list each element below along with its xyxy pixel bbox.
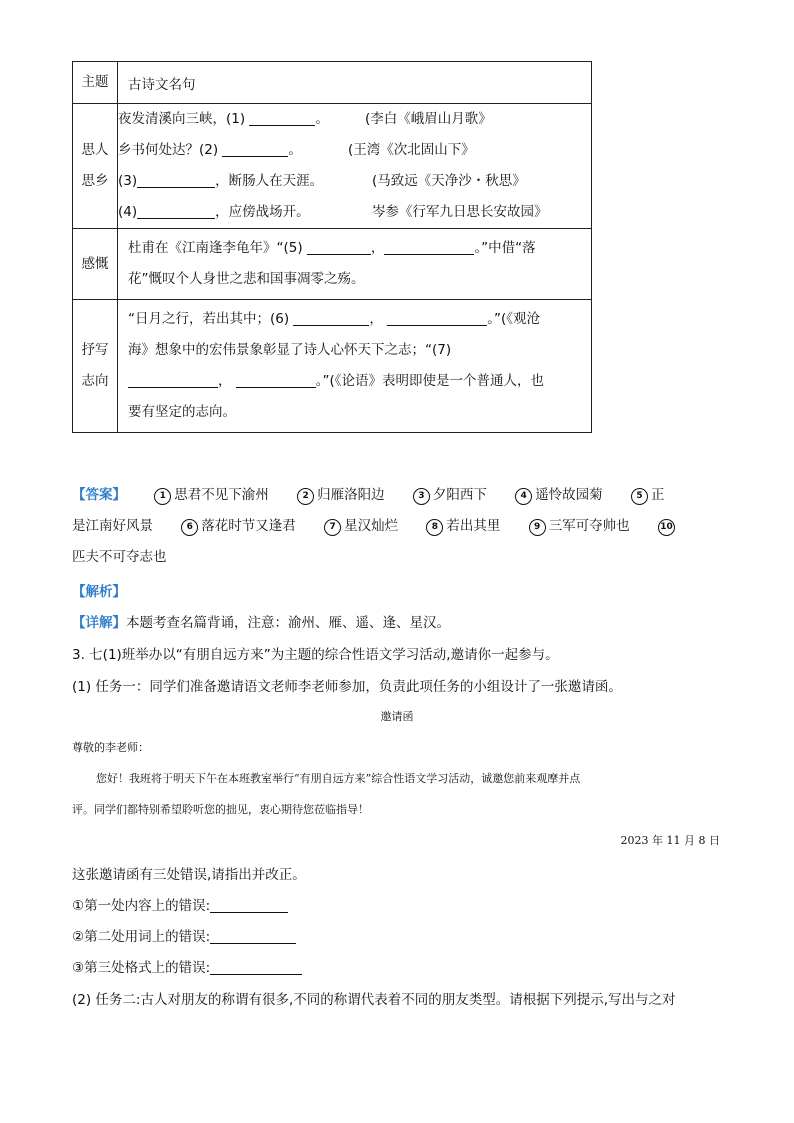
- line-text: ，: [370, 240, 385, 256]
- answer-item: 归雁洛阳边: [317, 487, 385, 503]
- answer-item: 遥怜故园菊: [535, 487, 603, 503]
- error-2-blank[interactable]: [210, 929, 296, 944]
- answer-line-1: [72, 480, 722, 511]
- line-tail: 。: [288, 142, 302, 158]
- poem-line-3: [118, 166, 591, 197]
- line-text: 花”慨叹个人身世之悲和国事凋零之殇。: [128, 271, 365, 287]
- answer-number: 5: [631, 488, 648, 505]
- answer-number: 6: [181, 519, 198, 536]
- line-tail: ，应傍战场开。: [215, 204, 310, 220]
- error-1-label: ①第一处内容上的错误:: [72, 898, 211, 914]
- answer-number: 7: [324, 519, 341, 536]
- detail-label: 【详解】: [72, 615, 126, 631]
- content-cell-homesick: [118, 104, 592, 229]
- blank-7b[interactable]: [236, 373, 316, 388]
- blank-2[interactable]: [222, 142, 288, 157]
- answer-number: 9: [529, 519, 546, 536]
- line-text: 乡书何处达？(2): [118, 142, 219, 158]
- line-tail: ，断肠人在天涯。: [215, 173, 324, 189]
- line-tail: 。: [315, 111, 329, 127]
- line-text: (3): [118, 173, 138, 189]
- answer-line-2: [72, 511, 722, 542]
- theme-header: 主题: [73, 62, 118, 104]
- answer-item: 若出其里: [446, 518, 501, 534]
- answer-item: 三军可夺帅也: [548, 518, 630, 534]
- answer-item: 落花时节又逢君: [201, 518, 296, 534]
- poem-source: 岑参《行军九日思长安故园》: [372, 204, 548, 220]
- detail-line: [72, 611, 450, 631]
- error-2-label: ②第二处用词上的错误:: [72, 929, 211, 945]
- answer-item: 正: [650, 487, 665, 503]
- blank-7[interactable]: [128, 373, 218, 388]
- answer-number: 8: [426, 519, 443, 536]
- line-text: 海》想象中的宏伟景象彰显了诗人心怀天下之志；“(7): [128, 342, 452, 358]
- theme-cell-homesick: 思人 思乡: [73, 104, 118, 229]
- line-text: 夜发清溪向三峡，(1): [118, 111, 246, 127]
- error-prompt: 这张邀请函有三处错误,请指出并改正。: [72, 867, 306, 883]
- task-2: (2) 任务二:古人对朋友的称谓有很多,不同的称谓代表着不同的朋友类型。请根据下列提示,写出与之对: [72, 992, 676, 1008]
- blank-1[interactable]: [249, 111, 315, 126]
- answer-item: 夕阳西下: [432, 487, 487, 503]
- answer-item: 思君不见下渝州: [174, 487, 269, 503]
- task-1: (1) 任务一：同学们准备邀请语文老师李老师参加，负责此项任务的小组设计了一张邀请函。: [72, 679, 622, 695]
- line-text: 要有坚定的志向。: [128, 404, 236, 420]
- answer-item: 星汉灿烂: [344, 518, 399, 534]
- answer-label: 【答案】: [72, 487, 126, 503]
- answer-block: [72, 480, 722, 573]
- table-row-homesick: [73, 104, 592, 229]
- invitation-body-1: 您好！我班将于明天下午在本班教室举行“有朋自远方来”综合性语文学习活动，诚邀您前来观摩并点: [96, 772, 581, 785]
- answer-number: 2: [297, 488, 314, 505]
- line-text: (4): [118, 204, 138, 220]
- answer-number: 4: [515, 488, 532, 505]
- line-text: “日月之行，若出其中；(6): [128, 311, 290, 327]
- answer-number: 1: [154, 488, 171, 505]
- invitation-greeting: 尊敬的李老师：: [72, 741, 149, 754]
- content-header: 古诗文名句: [118, 62, 592, 104]
- error-3-blank[interactable]: [210, 960, 302, 975]
- answer-item: 是江南好风景: [72, 518, 153, 534]
- detail-text: 本题考查名篇背诵，注意：渝州、雁、遥、逢、星汉。: [126, 615, 450, 631]
- invitation-date: 2023 年 11 月 8 日: [620, 834, 720, 847]
- blank-5[interactable]: [307, 240, 371, 255]
- theme-cell-ambition: 抒写 志向: [73, 300, 118, 433]
- analysis-label: 【解析】: [72, 584, 126, 600]
- blank-5b[interactable]: [384, 240, 474, 255]
- line-text: ，: [218, 373, 232, 389]
- line-text: 。”(《论语》表明即使是一个普通人，也: [315, 373, 545, 389]
- error-1-line: [72, 894, 288, 914]
- line-text: ，: [369, 311, 383, 327]
- table-row-ambition: [73, 300, 592, 433]
- poem-source: (马致远《天净沙・秋思》: [372, 173, 526, 189]
- error-3-label: ③第三处格式上的错误:: [72, 960, 211, 976]
- line-text: 杜甫在《江南逢李龟年》“(5): [128, 240, 303, 256]
- blank-4[interactable]: [137, 204, 215, 219]
- answer-item: 匹夫不可夺志也: [72, 549, 167, 565]
- line-text: 。”中借“落: [474, 240, 536, 256]
- answer-number: 3: [413, 488, 430, 505]
- error-3-line: [72, 956, 302, 976]
- content-cell-lament: [118, 229, 592, 300]
- blank-6[interactable]: [293, 311, 369, 326]
- error-1-blank[interactable]: [210, 898, 288, 913]
- table-row-lament: [73, 229, 592, 300]
- question-3-stem: 3. 七(1)班举办以“有朋自远方来”为主题的综合性语文学习活动,邀请你一起参与。: [72, 647, 559, 663]
- poem-line-1: [118, 104, 591, 135]
- answer-number: 10: [658, 519, 675, 536]
- theme-cell-lament: 感慨: [73, 229, 118, 300]
- table-header-row: [73, 62, 592, 104]
- poem-line-4: [118, 197, 591, 228]
- line-text: 。”(《观沧: [487, 311, 540, 327]
- poem-table: [72, 61, 592, 433]
- poem-line-2: [118, 135, 591, 166]
- poem-source: (李白《峨眉山月歌》: [365, 111, 492, 127]
- blank-6b[interactable]: [387, 311, 487, 326]
- content-cell-ambition: [118, 300, 592, 433]
- error-2-line: [72, 925, 296, 945]
- invitation-title: 邀请函: [380, 710, 414, 723]
- poem-source: (王湾《次北固山下》: [348, 142, 475, 158]
- invitation-body-2: 评。同学们都特别希望聆听您的拙见，衷心期待您莅临指导！: [72, 803, 369, 816]
- blank-3[interactable]: [137, 173, 215, 188]
